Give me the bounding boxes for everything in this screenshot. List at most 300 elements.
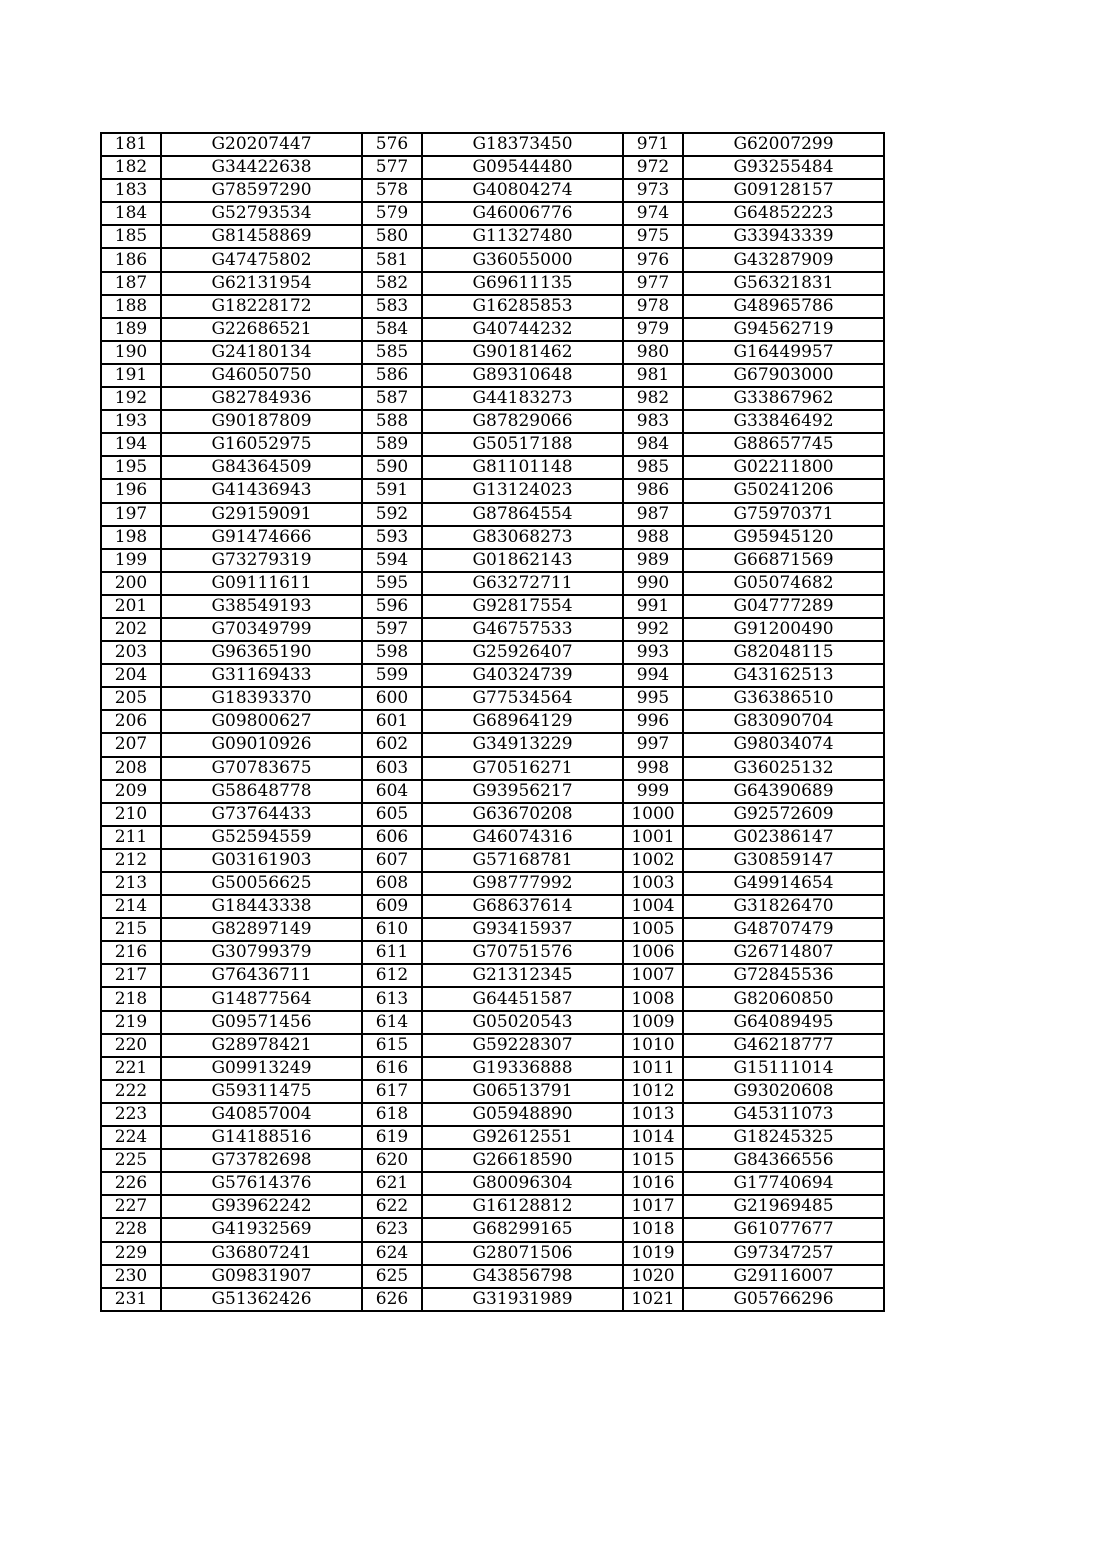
row-number-cell: 579 [362,202,422,225]
row-number-cell: 1007 [623,964,683,987]
table-row [101,1126,884,1149]
code-cell: G52594559 [161,826,362,849]
row-number-cell: 185 [101,225,161,248]
row-number-cell: 624 [362,1242,422,1265]
record-table [100,132,885,1312]
code-cell: G14877564 [161,987,362,1010]
row-number-cell: 980 [623,341,683,364]
row-number-cell: 225 [101,1149,161,1172]
code-cell: G41932569 [161,1218,362,1241]
row-number-cell: 181 [101,133,161,156]
code-cell: G67903000 [683,364,884,387]
table-row [101,364,884,387]
row-number-cell: 222 [101,1080,161,1103]
code-cell: G93962242 [161,1195,362,1218]
code-cell: G87829066 [422,410,623,433]
row-number-cell: 603 [362,757,422,780]
code-cell: G92817554 [422,595,623,618]
row-number-cell: 619 [362,1126,422,1149]
row-number-cell: 186 [101,248,161,271]
code-cell: G09800627 [161,710,362,733]
code-cell: G13124023 [422,479,623,502]
row-number-cell: 1006 [623,941,683,964]
code-cell: G81458869 [161,225,362,248]
row-number-cell: 578 [362,179,422,202]
code-cell: G28071506 [422,1242,623,1265]
code-cell: G82784936 [161,387,362,410]
row-number-cell: 219 [101,1011,161,1034]
row-number-cell: 595 [362,572,422,595]
table-row [101,156,884,179]
row-number-cell: 183 [101,179,161,202]
code-cell: G66871569 [683,549,884,572]
code-cell: G43162513 [683,664,884,687]
code-cell: G43856798 [422,1265,623,1288]
table-row [101,780,884,803]
row-number-cell: 184 [101,202,161,225]
code-cell: G09010926 [161,733,362,756]
code-cell: G81101148 [422,456,623,479]
row-number-cell: 190 [101,341,161,364]
row-number-cell: 189 [101,318,161,341]
code-cell: G98777992 [422,872,623,895]
row-number-cell: 617 [362,1080,422,1103]
row-number-cell: 588 [362,410,422,433]
code-cell: G92612551 [422,1126,623,1149]
row-number-cell: 217 [101,964,161,987]
row-number-cell: 598 [362,641,422,664]
code-cell: G16128812 [422,1195,623,1218]
row-number-cell: 581 [362,248,422,271]
code-cell: G51362426 [161,1288,362,1311]
row-number-cell: 182 [101,156,161,179]
row-number-cell: 587 [362,387,422,410]
table-row [101,964,884,987]
code-cell: G36386510 [683,687,884,710]
row-number-cell: 224 [101,1126,161,1149]
table-row [101,526,884,549]
code-cell: G83068273 [422,526,623,549]
row-number-cell: 984 [623,433,683,456]
table-row [101,272,884,295]
code-cell: G33943339 [683,225,884,248]
code-cell: G78597290 [161,179,362,202]
row-number-cell: 191 [101,364,161,387]
table-row [101,1011,884,1034]
code-cell: G40857004 [161,1103,362,1126]
row-number-cell: 976 [623,248,683,271]
table-row [101,733,884,756]
row-number-cell: 997 [623,733,683,756]
row-number-cell: 983 [623,410,683,433]
code-cell: G73764433 [161,803,362,826]
row-number-cell: 227 [101,1195,161,1218]
row-number-cell: 999 [623,780,683,803]
code-cell: G90187809 [161,410,362,433]
code-cell: G59228307 [422,1034,623,1057]
row-number-cell: 198 [101,526,161,549]
table-row [101,295,884,318]
code-cell: G05948890 [422,1103,623,1126]
code-cell: G02386147 [683,826,884,849]
code-cell: G34422638 [161,156,362,179]
row-number-cell: 220 [101,1034,161,1057]
row-number-cell: 607 [362,849,422,872]
code-cell: G34913229 [422,733,623,756]
table-row [101,664,884,687]
code-cell: G50241206 [683,479,884,502]
table-body [101,133,884,1311]
code-cell: G21969485 [683,1195,884,1218]
row-number-cell: 1020 [623,1265,683,1288]
code-cell: G18373450 [422,133,623,156]
table-row [101,1265,884,1288]
code-cell: G61077677 [683,1218,884,1241]
table-row [101,941,884,964]
row-number-cell: 213 [101,872,161,895]
code-cell: G98034074 [683,733,884,756]
table-row [101,1034,884,1057]
row-number-cell: 994 [623,664,683,687]
code-cell: G88657745 [683,433,884,456]
code-cell: G30859147 [683,849,884,872]
code-cell: G16285853 [422,295,623,318]
code-cell: G18228172 [161,295,362,318]
code-cell: G18393370 [161,687,362,710]
row-number-cell: 1013 [623,1103,683,1126]
row-number-cell: 992 [623,618,683,641]
row-number-cell: 212 [101,849,161,872]
code-cell: G17740694 [683,1172,884,1195]
row-number-cell: 592 [362,503,422,526]
row-number-cell: 977 [623,272,683,295]
row-number-cell: 193 [101,410,161,433]
code-cell: G95945120 [683,526,884,549]
row-number-cell: 589 [362,433,422,456]
code-cell: G21312345 [422,964,623,987]
row-number-cell: 620 [362,1149,422,1172]
code-cell: G64852223 [683,202,884,225]
row-number-cell: 197 [101,503,161,526]
table-row [101,895,884,918]
row-number-cell: 188 [101,295,161,318]
code-cell: G26714807 [683,941,884,964]
row-number-cell: 1014 [623,1126,683,1149]
code-cell: G14188516 [161,1126,362,1149]
row-number-cell: 194 [101,433,161,456]
row-number-cell: 993 [623,641,683,664]
row-number-cell: 200 [101,572,161,595]
row-number-cell: 1003 [623,872,683,895]
row-number-cell: 996 [623,710,683,733]
code-cell: G22686521 [161,318,362,341]
row-number-cell: 1018 [623,1218,683,1241]
code-cell: G43287909 [683,248,884,271]
row-number-cell: 1012 [623,1080,683,1103]
code-cell: G46757533 [422,618,623,641]
row-number-cell: 577 [362,156,422,179]
row-number-cell: 223 [101,1103,161,1126]
code-cell: G47475802 [161,248,362,271]
code-cell: G09128157 [683,179,884,202]
table-row [101,872,884,895]
table-row [101,202,884,225]
code-cell: G76436711 [161,964,362,987]
code-cell: G96365190 [161,641,362,664]
code-cell: G63272711 [422,572,623,595]
table-row [101,225,884,248]
row-number-cell: 210 [101,803,161,826]
code-cell: G63670208 [422,803,623,826]
row-number-cell: 202 [101,618,161,641]
code-cell: G93255484 [683,156,884,179]
code-cell: G70516271 [422,757,623,780]
row-number-cell: 599 [362,664,422,687]
code-cell: G72845536 [683,964,884,987]
row-number-cell: 583 [362,295,422,318]
code-cell: G97347257 [683,1242,884,1265]
code-cell: G09544480 [422,156,623,179]
table-row [101,133,884,156]
code-cell: G46050750 [161,364,362,387]
table-row [101,826,884,849]
table-row [101,1149,884,1172]
row-number-cell: 973 [623,179,683,202]
row-number-cell: 192 [101,387,161,410]
row-number-cell: 609 [362,895,422,918]
row-number-cell: 986 [623,479,683,502]
code-cell: G09571456 [161,1011,362,1034]
row-number-cell: 985 [623,456,683,479]
row-number-cell: 204 [101,664,161,687]
table-row [101,479,884,502]
row-number-cell: 611 [362,941,422,964]
code-cell: G31826470 [683,895,884,918]
code-cell: G73782698 [161,1149,362,1172]
table-row [101,710,884,733]
code-cell: G33867962 [683,387,884,410]
row-number-cell: 591 [362,479,422,502]
code-cell: G30799379 [161,941,362,964]
row-number-cell: 616 [362,1057,422,1080]
code-cell: G09913249 [161,1057,362,1080]
row-number-cell: 590 [362,456,422,479]
table-row [101,687,884,710]
code-cell: G11327480 [422,225,623,248]
code-cell: G82048115 [683,641,884,664]
row-number-cell: 981 [623,364,683,387]
code-cell: G04777289 [683,595,884,618]
code-cell: G94562719 [683,318,884,341]
row-number-cell: 995 [623,687,683,710]
code-cell: G46074316 [422,826,623,849]
code-cell: G36025132 [683,757,884,780]
row-number-cell: 580 [362,225,422,248]
table-row [101,410,884,433]
row-number-cell: 201 [101,595,161,618]
table-row [101,248,884,271]
row-number-cell: 596 [362,595,422,618]
row-number-cell: 602 [362,733,422,756]
row-number-cell: 1000 [623,803,683,826]
table-row [101,572,884,595]
row-number-cell: 214 [101,895,161,918]
row-number-cell: 604 [362,780,422,803]
code-cell: G59311475 [161,1080,362,1103]
code-cell: G84366556 [683,1149,884,1172]
code-cell: G50517188 [422,433,623,456]
table-row [101,595,884,618]
row-number-cell: 208 [101,757,161,780]
row-number-cell: 606 [362,826,422,849]
code-cell: G20207447 [161,133,362,156]
row-number-cell: 221 [101,1057,161,1080]
row-number-cell: 1008 [623,987,683,1010]
row-number-cell: 1001 [623,826,683,849]
code-cell: G57168781 [422,849,623,872]
code-cell: G05074682 [683,572,884,595]
code-cell: G93415937 [422,918,623,941]
code-cell: G03161903 [161,849,362,872]
row-number-cell: 1005 [623,918,683,941]
code-cell: G70783675 [161,757,362,780]
row-number-cell: 1002 [623,849,683,872]
code-cell: G02211800 [683,456,884,479]
code-cell: G36807241 [161,1242,362,1265]
row-number-cell: 978 [623,295,683,318]
table-row [101,918,884,941]
code-cell: G68964129 [422,710,623,733]
code-cell: G31169433 [161,664,362,687]
row-number-cell: 207 [101,733,161,756]
code-cell: G31931989 [422,1288,623,1311]
row-number-cell: 1016 [623,1172,683,1195]
row-number-cell: 601 [362,710,422,733]
code-cell: G48707479 [683,918,884,941]
row-number-cell: 1009 [623,1011,683,1034]
code-cell: G24180134 [161,341,362,364]
row-number-cell: 618 [362,1103,422,1126]
table-row [101,987,884,1010]
code-cell: G05766296 [683,1288,884,1311]
row-number-cell: 586 [362,364,422,387]
row-number-cell: 988 [623,526,683,549]
row-number-cell: 989 [623,549,683,572]
code-cell: G62131954 [161,272,362,295]
table-row [101,1218,884,1241]
row-number-cell: 972 [623,156,683,179]
code-cell: G05020543 [422,1011,623,1034]
code-cell: G91474666 [161,526,362,549]
code-cell: G64390689 [683,780,884,803]
code-cell: G29116007 [683,1265,884,1288]
row-number-cell: 613 [362,987,422,1010]
row-number-cell: 975 [623,225,683,248]
table-row [101,341,884,364]
code-cell: G16449957 [683,341,884,364]
code-cell: G87864554 [422,503,623,526]
row-number-cell: 209 [101,780,161,803]
code-cell: G82897149 [161,918,362,941]
row-number-cell: 610 [362,918,422,941]
code-cell: G52793534 [161,202,362,225]
table-row [101,433,884,456]
code-cell: G57614376 [161,1172,362,1195]
code-cell: G82060850 [683,987,884,1010]
code-cell: G75970371 [683,503,884,526]
row-number-cell: 605 [362,803,422,826]
row-number-cell: 215 [101,918,161,941]
row-number-cell: 576 [362,133,422,156]
row-number-cell: 1011 [623,1057,683,1080]
row-number-cell: 584 [362,318,422,341]
code-cell: G84364509 [161,456,362,479]
code-cell: G62007299 [683,133,884,156]
row-number-cell: 600 [362,687,422,710]
row-number-cell: 594 [362,549,422,572]
code-cell: G68637614 [422,895,623,918]
row-number-cell: 615 [362,1034,422,1057]
row-number-cell: 218 [101,987,161,1010]
code-cell: G01862143 [422,549,623,572]
row-number-cell: 228 [101,1218,161,1241]
code-cell: G91200490 [683,618,884,641]
code-cell: G56321831 [683,272,884,295]
code-cell: G18443338 [161,895,362,918]
code-cell: G09111611 [161,572,362,595]
row-number-cell: 991 [623,595,683,618]
code-cell: G26618590 [422,1149,623,1172]
table-row [101,803,884,826]
row-number-cell: 229 [101,1242,161,1265]
row-number-cell: 231 [101,1288,161,1311]
row-number-cell: 196 [101,479,161,502]
table-row [101,1103,884,1126]
row-number-cell: 623 [362,1218,422,1241]
code-cell: G92572609 [683,803,884,826]
code-cell: G93956217 [422,780,623,803]
code-cell: G46006776 [422,202,623,225]
row-number-cell: 626 [362,1288,422,1311]
code-cell: G40744232 [422,318,623,341]
row-number-cell: 211 [101,826,161,849]
code-cell: G28978421 [161,1034,362,1057]
table-row [101,503,884,526]
row-number-cell: 1021 [623,1288,683,1311]
table-row [101,1057,884,1080]
row-number-cell: 206 [101,710,161,733]
row-number-cell: 585 [362,341,422,364]
table-row [101,456,884,479]
code-cell: G09831907 [161,1265,362,1288]
table-row [101,318,884,341]
row-number-cell: 608 [362,872,422,895]
table-row [101,1242,884,1265]
row-number-cell: 216 [101,941,161,964]
code-cell: G70349799 [161,618,362,641]
row-number-cell: 979 [623,318,683,341]
code-cell: G68299165 [422,1218,623,1241]
code-cell: G70751576 [422,941,623,964]
row-number-cell: 622 [362,1195,422,1218]
row-number-cell: 614 [362,1011,422,1034]
row-number-cell: 1015 [623,1149,683,1172]
row-number-cell: 1004 [623,895,683,918]
code-cell: G15111014 [683,1057,884,1080]
row-number-cell: 582 [362,272,422,295]
code-cell: G73279319 [161,549,362,572]
code-cell: G83090704 [683,710,884,733]
